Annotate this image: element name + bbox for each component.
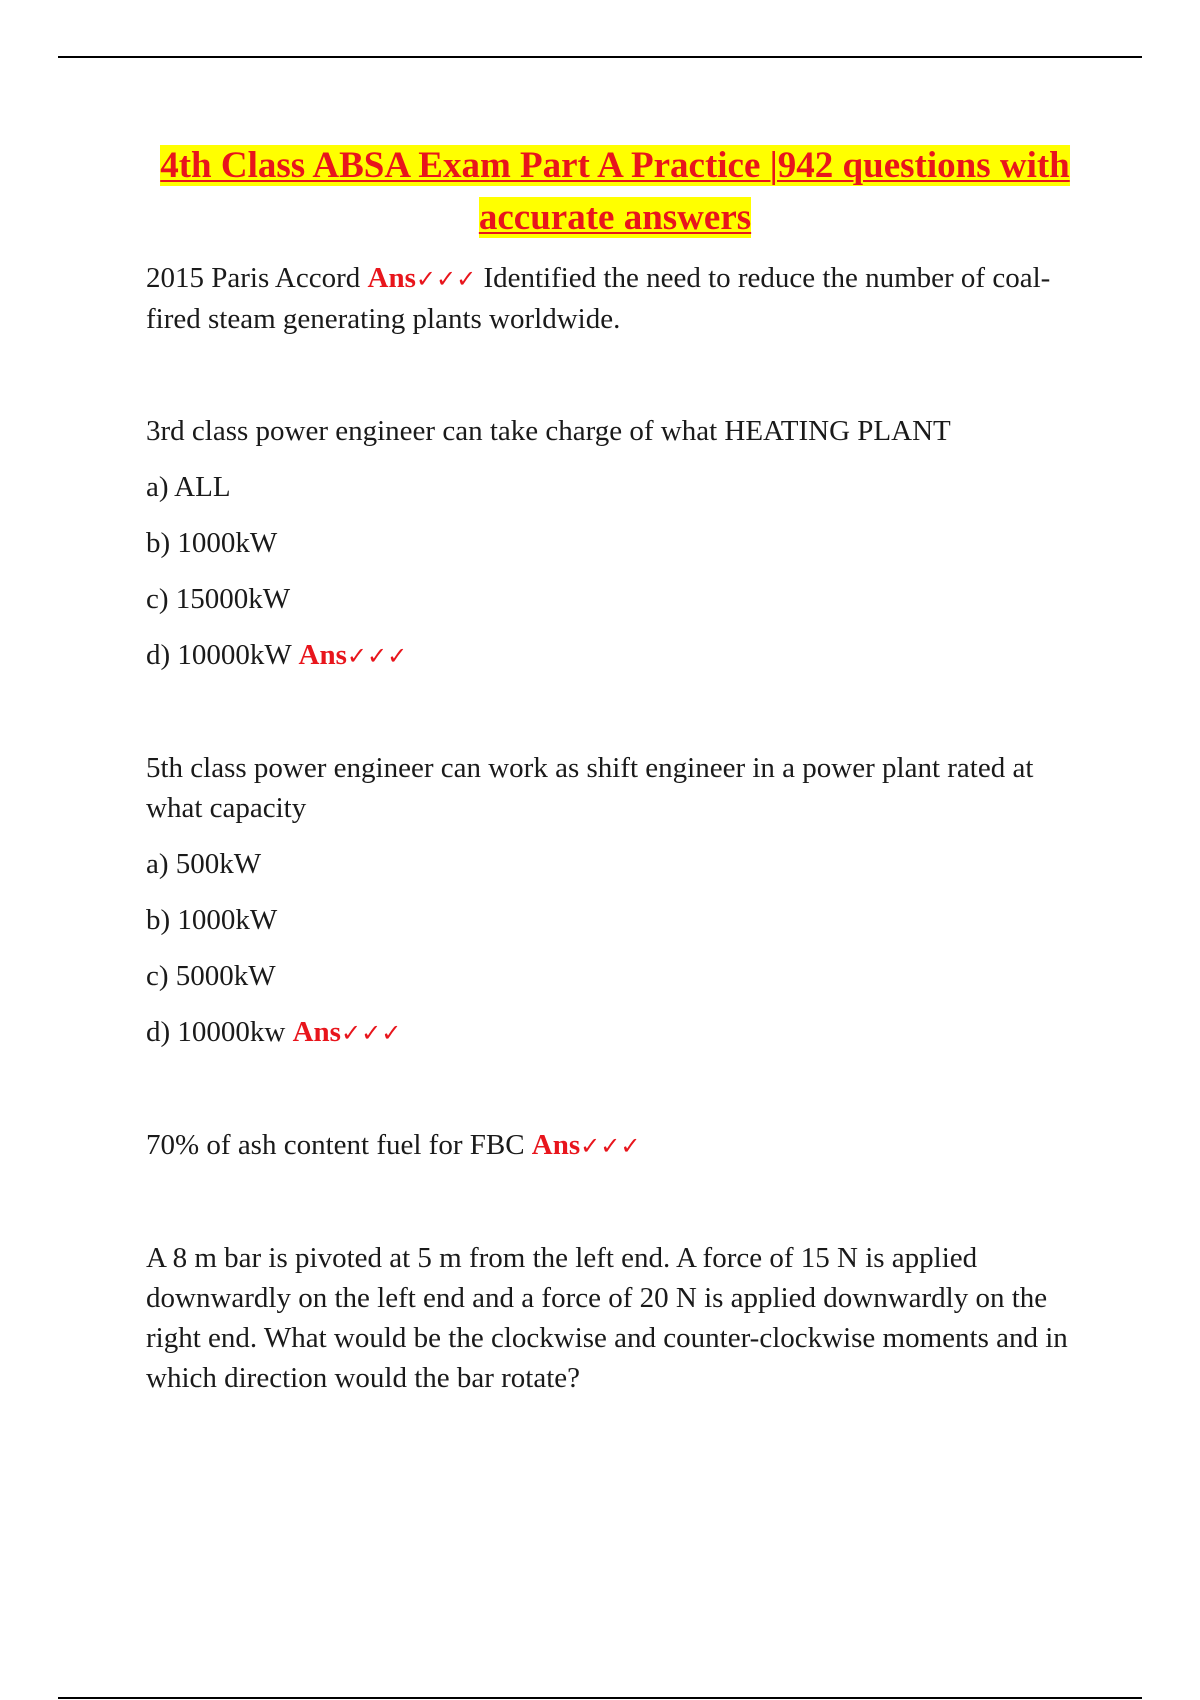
footer-rule (58, 1697, 1142, 1699)
check-marks-icon: ✓✓✓ (346, 642, 408, 670)
document-title: 4th Class ABSA Exam Part A Practice |942 questions with accurate answers (160, 145, 1070, 238)
option-d-text: d) 10000kw (146, 1016, 286, 1048)
check-marks-icon: ✓✓✓ (340, 1019, 402, 1047)
question-text: 5th class power engineer can work as shift engineer in a power plant rated at what capacity (146, 752, 1034, 824)
option-b: b) 1000kW (146, 527, 278, 559)
answer-label: Ans (367, 262, 416, 294)
question-1 (146, 258, 1086, 339)
question-text: 2015 Paris Accord (146, 262, 361, 294)
option-a: a) 500kW (146, 848, 262, 880)
option-d (146, 1012, 1086, 1053)
answer-text: Identified the need to reduce the number of coal-fired steam generating plants worldwide. (146, 262, 1051, 335)
option-d (146, 635, 1086, 676)
answer-label: Ans (298, 639, 347, 671)
document-body (146, 258, 1086, 1398)
option-b: b) 1000kW (146, 904, 278, 936)
option-a: a) ALL (146, 471, 231, 503)
check-marks-icon: ✓✓✓ (580, 1132, 641, 1160)
answer-label: Ans (292, 1016, 341, 1048)
question-3 (146, 748, 1086, 1053)
option-c: c) 15000kW (146, 583, 291, 615)
option-c: c) 5000kW (146, 960, 276, 992)
option-d-text: d) 10000kW (146, 639, 292, 671)
question-4 (146, 1125, 1086, 1166)
question-text: 70% of ash content fuel for FBC (146, 1129, 525, 1161)
check-marks-icon: ✓✓✓ (415, 265, 477, 293)
question-5 (146, 1238, 1086, 1398)
answer-label: Ans (531, 1129, 581, 1161)
question-2 (146, 411, 1086, 676)
title-block (140, 140, 1090, 244)
question-text: A 8 m bar is pivoted at 5 m from the left end. A force of 15 N is applied downwardly on the left end and a force of 20 N is applied downwardly on the right end. What would be the clockwise and counter-clockwise moments and in which direction would the bar rotate? (146, 1242, 1068, 1394)
question-text: 3rd class power engineer can take charge of what HEATING PLANT (146, 415, 951, 447)
header-rule (58, 56, 1142, 58)
